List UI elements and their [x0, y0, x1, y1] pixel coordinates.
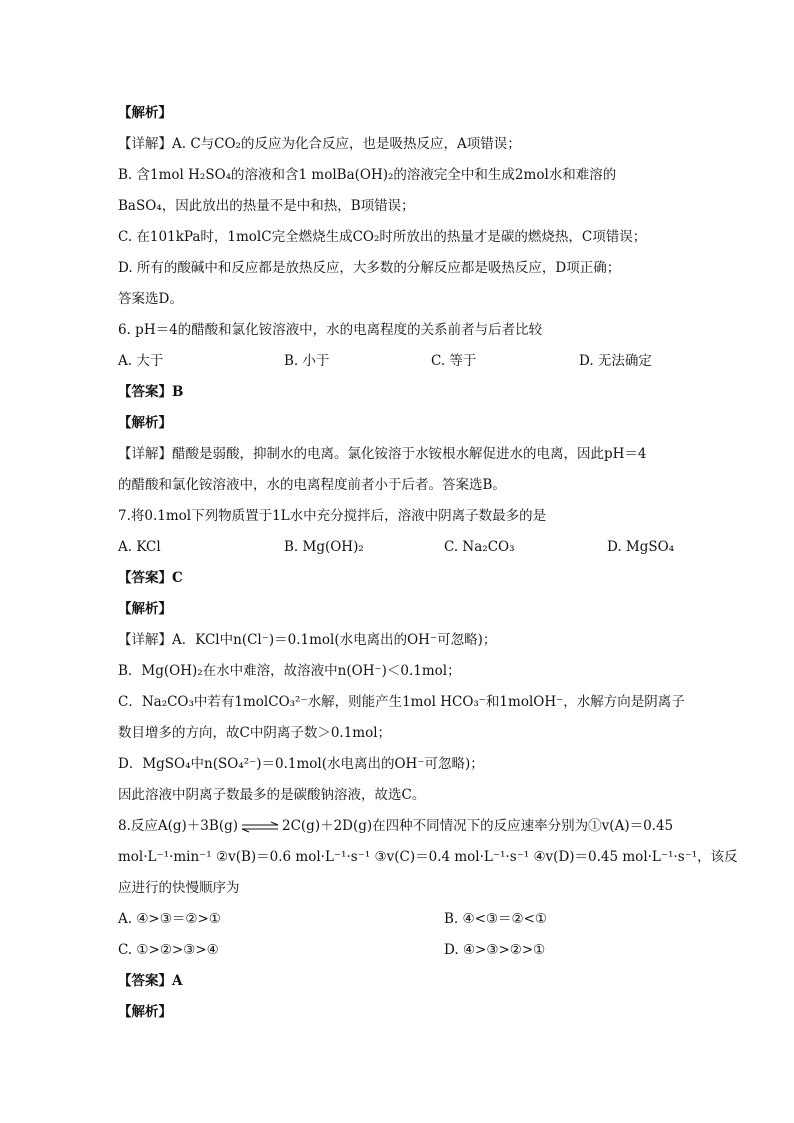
- question-6: 6. pH＝4的醋酸和氯化铵溶液中，水的电离程度的关系前者与后者比较: [118, 322, 543, 338]
- option-d: D. 无法确定: [579, 353, 652, 369]
- answer-conclusion: 答案选D。: [118, 291, 183, 307]
- section-heading: 【解析】: [118, 1004, 172, 1020]
- question-8-line3: 应进行的快慢顺序为: [118, 880, 240, 896]
- option-c: C. 等于: [431, 353, 477, 369]
- explanation-line: D．MgSO₄中n(SO₄²⁻)＝0.1mol(水电离出的OH⁻可忽略)；: [118, 756, 484, 772]
- explanation-line: 【详解】醋酸是弱酸，抑制水的电离。氯化铵溶于水铵根水解促进水的电离，因此pH＝4: [118, 446, 647, 462]
- option-c: C. ①>②>③>④: [118, 942, 219, 958]
- answer-label: 【答案】A: [118, 973, 183, 989]
- section-heading: 【解析】: [118, 601, 172, 617]
- explanation-line: 【详解】A．KCl中n(Cl⁻)＝0.1mol(水电离出的OH⁻可忽略)；: [118, 632, 497, 648]
- explanation-line: D. 所有的酸碱中和反应都是放热反应，大多数的分解反应都是吸热反应，D项正确；: [118, 260, 621, 276]
- explanation-line: 的醋酸和氯化铵溶液中，水的电离程度前者小于后者。答案选B。: [118, 477, 506, 493]
- option-b: B. 小于: [284, 353, 330, 369]
- section-heading: 【解析】: [118, 415, 172, 431]
- question-7: 7.将0.1mol下列物质置于1L水中充分搅拌后，溶液中阴离子数最多的是: [118, 508, 547, 524]
- option-b: B. ④<③＝②<①: [444, 911, 548, 927]
- question-8-part2: 2C(g)＋2D(g)在四种不同情况下的反应速率分别为①v(A)＝0.45: [282, 818, 674, 834]
- explanation-line: 【详解】A. C与CO₂的反应为化合反应，也是吸热反应，A项错误；: [118, 136, 521, 152]
- option-a: A. ④>③＝②>①: [118, 911, 221, 927]
- answer-label: 【答案】C: [118, 570, 183, 586]
- explanation-line: 因此溶液中阴离子数最多的是碳酸钠溶液，故选C。: [118, 787, 426, 803]
- answer-label: 【答案】B: [118, 384, 184, 400]
- explanation-line: C．Na₂CO₃中若有1molCO₃²⁻水解，则能产生1mol HCO₃⁻和1molOH⁻，水解方向是阴离子: [118, 694, 685, 710]
- option-a: A. 大于: [118, 353, 164, 369]
- explanation-line: BaSO₄，因此放出的热量不是中和热，B项错误；: [118, 198, 415, 214]
- question-8: [118, 816, 673, 836]
- explanation-line: 数目增多的方向，故C中阴离子数＞0.1mol；: [118, 725, 392, 741]
- explanation-line: B. 含1mol H₂SO₄的溶液和含1 molBa(OH)₂的溶液完全中和生成2mol水和难溶的: [118, 167, 617, 183]
- option-d: D. MgSO₄: [607, 539, 675, 555]
- section-heading: 【解析】: [118, 105, 172, 121]
- option-c: C. Na₂CO₃: [444, 539, 515, 555]
- explanation-line: B．Mg(OH)₂在水中难溶，故溶液中n(OH⁻)＜0.1mol；: [118, 663, 461, 679]
- option-d: D. ④>③>②>①: [444, 942, 546, 958]
- option-a: A. KCl: [118, 539, 161, 555]
- question-8-part1: 8.反应A(g)＋3B(g): [118, 818, 238, 834]
- equilibrium-arrow-icon: [240, 821, 280, 833]
- question-8-line2: mol·L⁻¹·min⁻¹ ②v(B)＝0.6 mol·L⁻¹·s⁻¹ ③v(C)＝0.4 mol·L⁻¹·s⁻¹ ④v(D)＝0.45 mol·L⁻¹·s⁻¹，该反: [118, 849, 738, 865]
- explanation-line: C. 在101kPa时，1molC完全燃烧生成CO₂时所放出的热量才是碳的燃烧热，C项错误；: [118, 229, 647, 245]
- option-b: B. Mg(OH)₂: [284, 539, 364, 555]
